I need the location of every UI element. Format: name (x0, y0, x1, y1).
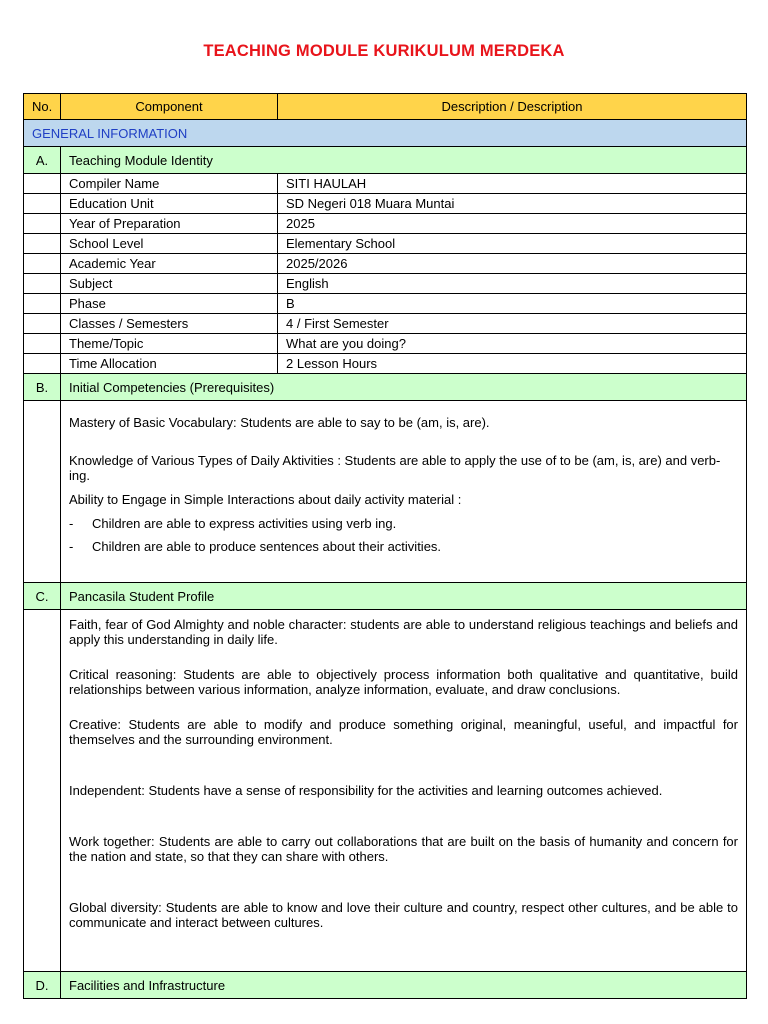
section-c-number: C. (24, 583, 61, 610)
identity-label: Time Allocation (61, 354, 278, 374)
section-b-content (61, 401, 747, 583)
section-b-number: B. (24, 374, 61, 401)
section-b-content-row (24, 401, 747, 583)
profile-paragraph: Independent: Students have a sense of responsibility for the activities and learning outcomes achieved. (69, 783, 663, 798)
identity-value: SITI HAULAH (278, 174, 747, 194)
blank-cell (24, 254, 61, 274)
table-row (24, 174, 747, 194)
table-row (24, 194, 747, 214)
section-d-number: D. (24, 972, 61, 999)
list-item-text: Children are able to produce sentences about their activities. (92, 539, 442, 554)
list-item (69, 539, 738, 554)
identity-value: SD Negeri 018 Muara Muntai (278, 194, 747, 214)
section-c-content (61, 610, 747, 972)
identity-label: Theme/Topic (61, 334, 278, 354)
blank-cell (24, 314, 61, 334)
blank-cell (24, 274, 61, 294)
general-information-row (24, 120, 747, 147)
table-row (24, 234, 747, 254)
table-row (24, 314, 747, 334)
blank-cell (24, 401, 61, 583)
blank-cell (24, 174, 61, 194)
identity-value: Elementary School (278, 234, 747, 254)
table-row (24, 274, 747, 294)
prerequisite-paragraph: Mastery of Basic Vocabulary: Students are able to say to be (am, is, are). (69, 415, 490, 430)
prerequisite-paragraph: Ability to Engage in Simple Interactions about daily activity material : (69, 492, 462, 507)
identity-label: Compiler Name (61, 174, 278, 194)
table-row (24, 254, 747, 274)
identity-value: 2 Lesson Hours (278, 354, 747, 374)
teaching-module-table (23, 93, 747, 999)
identity-label: Subject (61, 274, 278, 294)
prerequisite-paragraph: Knowledge of Various Types of Daily Aktivities : Students are able to apply the use of to be (am, is, are) and verb-ing. (69, 453, 721, 483)
identity-label: School Level (61, 234, 278, 254)
table-row (24, 294, 747, 314)
table-row (24, 354, 747, 374)
section-b-title: Initial Competencies (Prerequisites) (61, 374, 747, 401)
bullet-marker: - (69, 539, 74, 554)
bullet-marker: - (69, 516, 74, 531)
table-row (24, 214, 747, 234)
section-a-title: Teaching Module Identity (61, 147, 747, 174)
identity-value: English (278, 274, 747, 294)
profile-paragraph: Global diversity: Students are able to know and love their culture and country, respect other cultures, and be able to communicate and interact between cultures. (69, 900, 738, 930)
list-item (69, 516, 738, 531)
identity-value: What are you doing? (278, 334, 747, 354)
table-row (24, 334, 747, 354)
header-no: No. (24, 94, 61, 120)
table-header-row (24, 94, 747, 120)
identity-label: Education Unit (61, 194, 278, 214)
profile-paragraph: Work together: Students are able to carry out collaborations that are built on the basis of humanity and concern for the nation and state, so that they can share with others. (69, 834, 738, 864)
identity-value: B (278, 294, 747, 314)
general-information-label: GENERAL INFORMATION (24, 120, 747, 147)
header-description: Description / Description (278, 94, 747, 120)
list-item-text: Children are able to express activities using verb ing. (92, 516, 397, 531)
blank-cell (24, 354, 61, 374)
section-a-row (24, 147, 747, 174)
blank-cell (24, 294, 61, 314)
section-c-content-row (24, 610, 747, 972)
section-b-row (24, 374, 747, 401)
section-c-row (24, 583, 747, 610)
blank-cell (24, 194, 61, 214)
blank-cell (24, 214, 61, 234)
section-d-row (24, 972, 747, 999)
profile-paragraph: Creative: Students are able to modify and produce something original, meaningful, useful, and impactful for themselves and the surrounding environment. (69, 717, 738, 747)
section-c-title: Pancasila Student Profile (61, 583, 747, 610)
identity-value: 2025 (278, 214, 747, 234)
blank-cell (24, 610, 61, 972)
identity-label: Phase (61, 294, 278, 314)
profile-paragraph: Faith, fear of God Almighty and noble character: students are able to understand religious teachings and beliefs and apply this understanding in daily life. (69, 617, 738, 647)
section-d-title: Facilities and Infrastructure (61, 972, 747, 999)
identity-label: Classes / Semesters (61, 314, 278, 334)
header-component: Component (61, 94, 278, 120)
profile-paragraph: Critical reasoning: Students are able to objectively process information both qualitative and quantitative, build relationships between various information, analyze information, evaluate, and draw conclusions. (69, 667, 738, 697)
identity-value: 2025/2026 (278, 254, 747, 274)
blank-cell (24, 234, 61, 254)
identity-value: 4 / First Semester (278, 314, 747, 334)
document-title: TEACHING MODULE KURIKULUM MERDEKA (203, 42, 565, 60)
identity-label: Year of Preparation (61, 214, 278, 234)
blank-cell (24, 334, 61, 354)
section-a-number: A. (24, 147, 61, 174)
identity-label: Academic Year (61, 254, 278, 274)
